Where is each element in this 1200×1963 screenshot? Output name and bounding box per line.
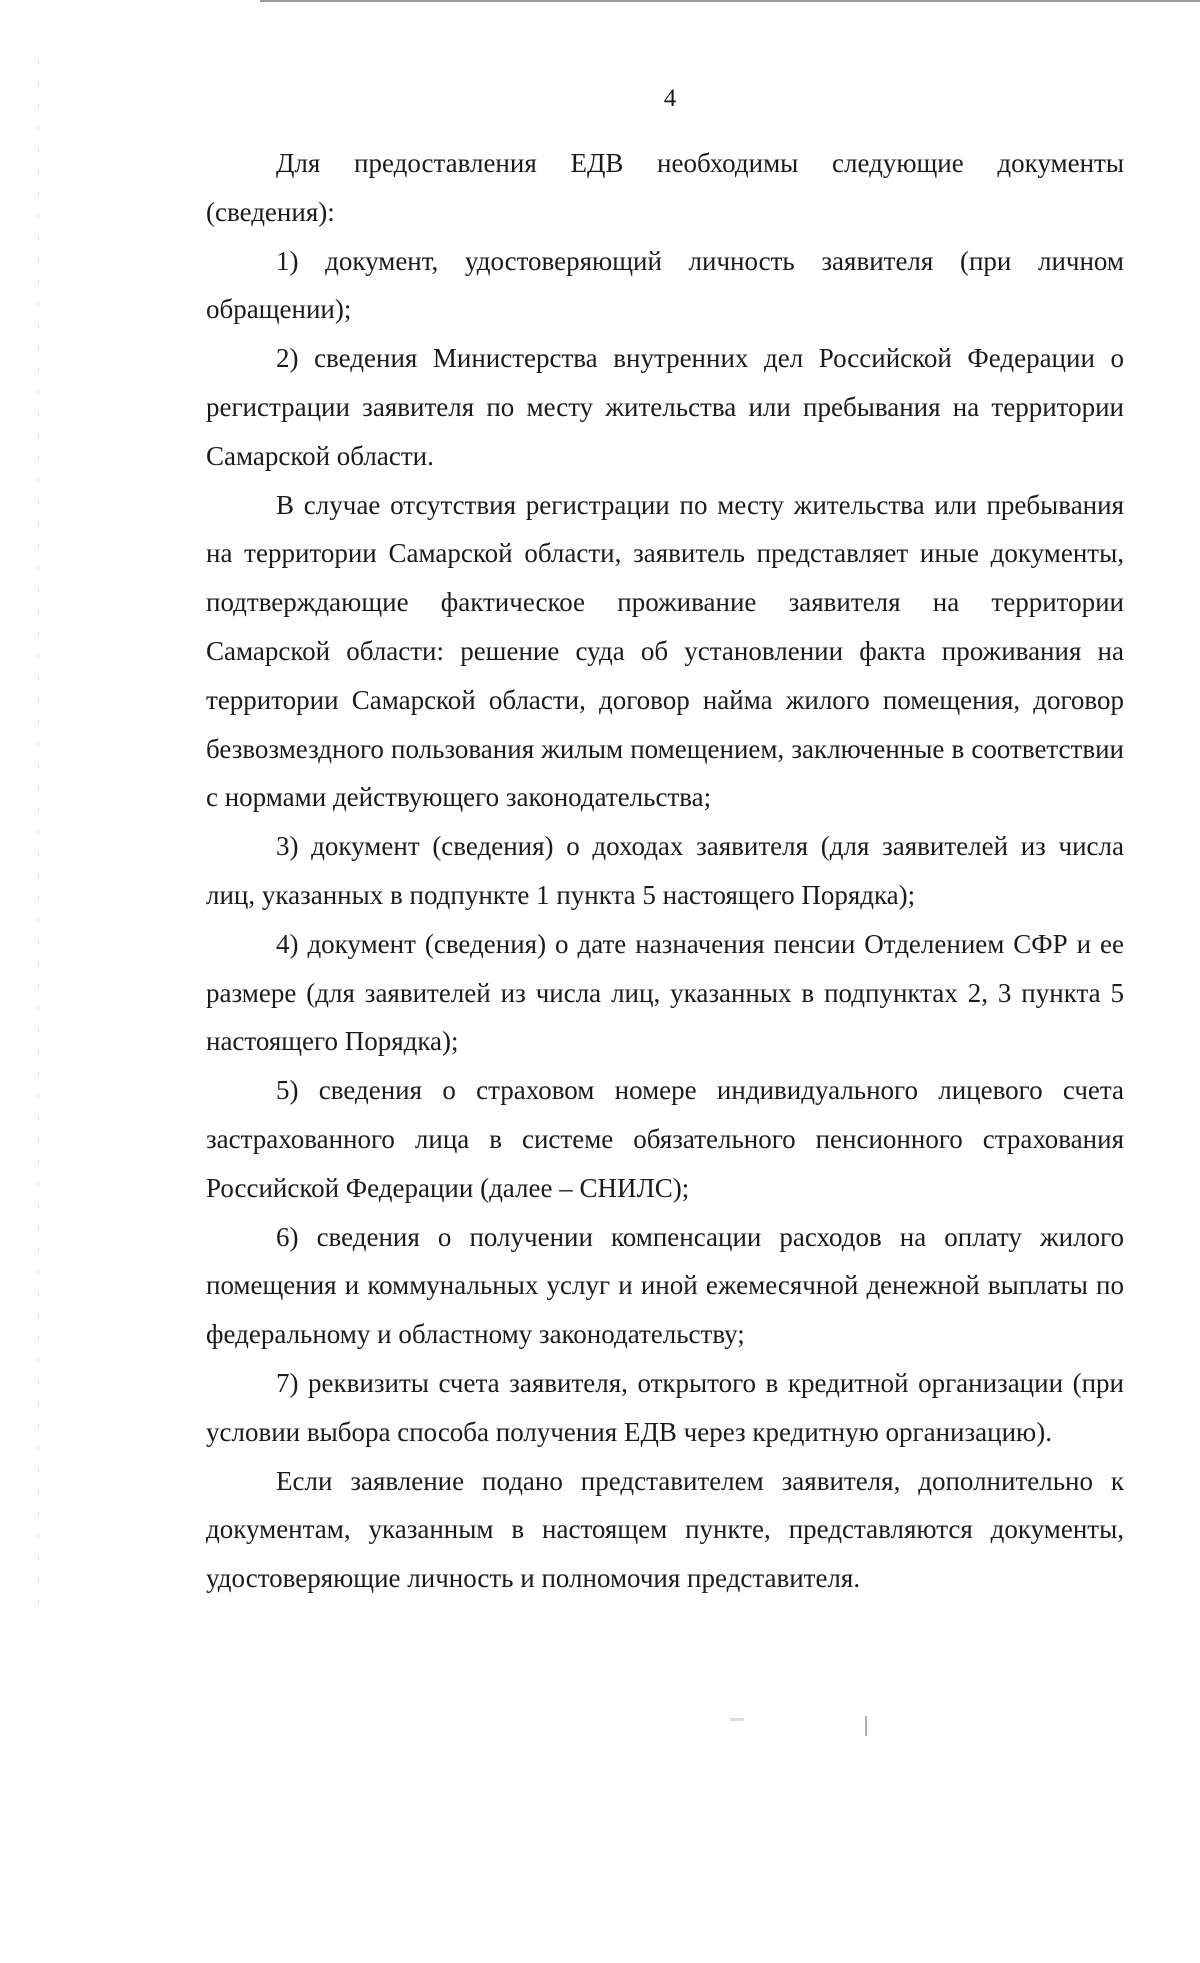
scan-left-edge	[38, 60, 39, 1620]
scan-artifact-mark	[865, 1716, 867, 1736]
paragraph-item-3: 3) документ (сведения) о доходах заявителя (для заявителей из числа лиц, указанных в подпункте 1 пункта 5 настоящего Порядка);	[206, 831, 1124, 910]
page-number: 4	[663, 85, 677, 112]
paragraph-item-4: 4) документ (сведения) о дате назначения пенсии Отделением СФР и ее размере (для заявителей из числа лиц, указанных в подпунктах 2, 3 пункта 5 настоящего Порядка);	[206, 928, 1124, 1057]
document-body	[206, 139, 1124, 1603]
scan-top-edge	[260, 0, 1200, 2]
paragraph-item-1: 1) документ, удостоверяющий личность заявителя (при личном обращении);	[206, 245, 1124, 325]
paragraph-item-6: 6) сведения о получении компенсации расходов на оплату жилого помещения и коммунальных услуг и иной ежемесячной денежной выплаты по федеральному и областному законодательству;	[206, 1221, 1124, 1350]
paragraph-representative: Если заявление подано представителем заявителя, дополнительно к документам, указанным в настоящем пункте, представляются документы, удостоверяющие личность и полномочия представителя.	[206, 1465, 1124, 1594]
scan-artifact-dot	[730, 1718, 744, 1721]
paragraph-no-registration: В случае отсутствия регистрации по месту жительства или пребывания на территории Самарской области, заявитель представляет иные документы, подтверждающие фактическое проживание заявителя на территории Самарской области: решение суда об установлении факта проживания на территории Самарской области, договор найма жилого помещения, договор безвозмездного пользования жилым помещением, заключенные в соответствии с нормами действующего законодательства;	[206, 489, 1124, 813]
paragraph-item-5: 5) сведения о страховом номере индивидуального лицевого счета застрахованного лица в системе обязательного пенсионного страхования Российской Федерации (далее – СНИЛС);	[206, 1075, 1124, 1203]
paragraph-item-7: 7) реквизиты счета заявителя, открытого в кредитной организации (при условии выбора способа получения ЕДВ через кредитную организацию).	[206, 1367, 1124, 1447]
paragraph-item-2: 2) сведения Министерства внутренних дел Российской Федерации о регистрации заявителя по месту жительства или пребывания на территории Самарской области.	[206, 343, 1124, 471]
paragraph-intro: Для предоставления ЕДВ необходимы следующие документы (сведения):	[206, 148, 1124, 227]
